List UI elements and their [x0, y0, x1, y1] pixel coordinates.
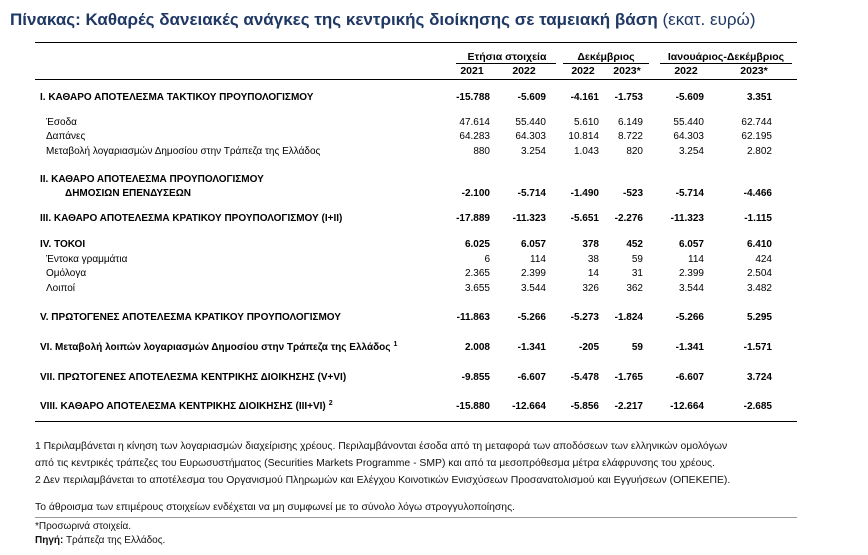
table-cell: 6.410	[746, 239, 772, 250]
table-cell: -5.478	[570, 372, 599, 383]
row-label	[46, 116, 77, 130]
header-year: 2021	[460, 65, 484, 77]
table-cell: -4.161	[570, 92, 599, 103]
table-cell: 59	[631, 254, 643, 265]
table-cell: -5.714	[517, 188, 546, 199]
table-cell: -11.323	[512, 213, 546, 224]
table-cell: 55.440	[515, 117, 546, 128]
table-row	[0, 238, 868, 252]
table-cell: 2.504	[746, 268, 772, 279]
footnote-marker: 2	[328, 399, 333, 407]
table-cell: 2.365	[464, 268, 490, 279]
row-label-text: Έντοκα γραμμάτια	[46, 254, 128, 265]
table-cell: 8.722	[617, 131, 643, 142]
row-label-text: Μεταβολή λογαριασμών Δημοσίου στην Τράπεζα της Ελλάδος	[46, 146, 321, 157]
provisional-note: *Προσωρινά στοιχεία.	[35, 521, 132, 532]
table-cell: 880	[473, 146, 490, 157]
footnote-1-line-2: από τις κεντρικές τράπεζες του Ευρωσυστήματος (Securities Markets Programme - SMP) και από τα μεσοπρόθεσμα μέτρα ελάφρυνσης του χρέους.	[35, 458, 715, 469]
table-cell: -5.651	[570, 213, 599, 224]
table-cell: 3.724	[746, 372, 772, 383]
row-label	[40, 173, 264, 201]
table-cell: -1.115	[744, 213, 772, 224]
table-cell: 62.744	[741, 117, 772, 128]
row-label-text: Λοιποί	[46, 283, 76, 294]
table-cell: -1.765	[614, 372, 643, 383]
row-label-line-2: ΔΗΜΟΣΙΩΝ ΕΠΕΝΔΥΣΕΩΝ	[65, 188, 191, 199]
row-label	[46, 145, 320, 159]
table-subrow	[0, 130, 868, 144]
table-cell: 452	[626, 239, 643, 250]
table-subrow	[0, 145, 868, 159]
row-label	[40, 371, 346, 385]
header-year: 2022	[674, 65, 698, 77]
table-subrow	[0, 253, 868, 267]
table-cell: 6.025	[464, 239, 490, 250]
table-subrow	[0, 116, 868, 130]
table-cell: 47.614	[459, 117, 490, 128]
table-cell: 2.802	[746, 146, 772, 157]
row-label-text: IV. ΤΟΚΟΙ	[40, 239, 86, 250]
table-cell: -6.607	[517, 372, 546, 383]
table-cell: 820	[626, 146, 643, 157]
header-group-jan-dec: Ιανουάριος-Δεκέμβριος	[667, 51, 785, 63]
table-cell: -4.466	[743, 188, 772, 199]
footnote-2: 2 Δεν περιλαμβάνεται το αποτέλεσμα του Οργανισμού Πληρωμών και Ελέγχου Κοινοτικών Ενισχύσεων Προσανατολισμού και Εγγυήσεων (ΟΠΕΚΕΠΕ).	[35, 475, 731, 486]
table-cell: -5.609	[517, 92, 546, 103]
header-year: 2022	[512, 65, 536, 77]
table-cell: 3.254	[520, 146, 546, 157]
table-cell: -1.490	[570, 188, 599, 199]
row-label	[46, 130, 85, 144]
table-cell: 2.399	[678, 268, 704, 279]
table-cell: 64.303	[673, 131, 704, 142]
table-cell: -2.100	[461, 188, 490, 199]
table-title-unit: (εκατ. ευρώ)	[662, 10, 756, 29]
table-row	[0, 212, 868, 226]
row-label-text: III. ΚΑΘΑΡΟ ΑΠΟΤΕΛΕΣΜΑ ΚΡΑΤΙΚΟΥ ΠΡΟΥΠΟΛΟΓΙΣΜΟΥ (I+II)	[40, 213, 343, 224]
table-cell: -12.664	[670, 401, 704, 412]
table-cell: -9.855	[461, 372, 490, 383]
table-cell: 2.399	[520, 268, 546, 279]
row-label	[40, 341, 397, 355]
table-cell: -1.341	[675, 342, 704, 353]
table-row	[0, 400, 868, 414]
source-label: Πηγή:	[35, 535, 64, 546]
table-cell: 10.814	[568, 131, 599, 142]
row-label	[46, 282, 75, 296]
table-row	[0, 173, 868, 201]
table-cell: 6.057	[678, 239, 704, 250]
source-text: Τράπεζα της Ελλάδος.	[65, 535, 166, 546]
row-label-text: VII. ΠΡΩΤΟΓΕΝΕΣ ΑΠΟΤΕΛΕΣΜΑ ΚΕΝΤΡΙΚΗΣ ΔΙΟΙΚΗΣΗΣ (V+VI)	[40, 372, 347, 383]
table-cell: -1.824	[614, 312, 643, 323]
header-group-annual: Ετήσια στοιχεία	[467, 51, 547, 63]
row-label	[40, 212, 342, 226]
table-cell: -5.609	[675, 92, 704, 103]
row-label	[40, 91, 313, 105]
table-row	[0, 371, 868, 385]
table-cell: -1.571	[743, 342, 772, 353]
table-cell: -523	[622, 188, 643, 199]
table-cell: -2.217	[614, 401, 643, 412]
row-label-text: Έσοδα	[46, 117, 77, 128]
table-subrow	[0, 282, 868, 296]
table-top-rule	[35, 42, 797, 43]
table-cell: -5.714	[675, 188, 704, 199]
row-label-text: Δαπάνες	[46, 131, 86, 142]
table-cell: -17.889	[456, 213, 490, 224]
row-label	[40, 400, 333, 414]
table-cell: -15.880	[456, 401, 490, 412]
table-cell: 62.195	[741, 131, 772, 142]
table-cell: 6	[484, 254, 490, 265]
table-cell: 2.008	[464, 342, 490, 353]
table-cell: 362	[626, 283, 643, 294]
header-group-december: Δεκέμβριος	[577, 51, 635, 63]
table-row	[0, 91, 868, 105]
table-cell: 55.440	[673, 117, 704, 128]
table-cell: -5.266	[675, 312, 704, 323]
table-cell: -205	[578, 342, 599, 353]
table-cell: 3.544	[678, 283, 704, 294]
header-year: 2022	[571, 65, 595, 77]
table-cell: 424	[755, 254, 772, 265]
table-cell: 1.043	[573, 146, 599, 157]
table-cell: 31	[631, 268, 643, 279]
footnote-rule	[35, 517, 797, 518]
table-cell: 3.254	[678, 146, 704, 157]
table-cell: 59	[631, 342, 643, 353]
table-cell: 326	[582, 283, 599, 294]
table-cell: -2.276	[614, 213, 643, 224]
table-cell: 3.351	[746, 92, 772, 103]
header-year: 2023*	[740, 65, 768, 77]
table-cell: 6.149	[617, 117, 643, 128]
row-label-text: V. ΠΡΩΤΟΓΕΝΕΣ ΑΠΟΤΕΛΕΣΜΑ ΚΡΑΤΙΚΟΥ ΠΡΟΥΠΟΛΟΓΙΣΜΟΥ	[40, 312, 341, 323]
row-label	[40, 238, 85, 252]
source-line	[35, 534, 165, 547]
table-cell: 5.295	[746, 312, 772, 323]
header-year: 2023*	[613, 65, 641, 77]
table-cell: 3.655	[464, 283, 490, 294]
table-bottom-rule	[35, 421, 797, 422]
table-cell: -15.788	[456, 92, 490, 103]
table-cell: -1.341	[517, 342, 546, 353]
table-cell: -11.863	[456, 312, 490, 323]
row-label	[46, 267, 86, 281]
table-cell: 64.303	[515, 131, 546, 142]
row-label-text: VI. Μεταβολή λοιπών λογαριασμών Δημοσίου στην Τράπεζα της Ελλάδος	[40, 342, 391, 353]
table-cell: 38	[587, 254, 599, 265]
table-cell: -11.323	[670, 213, 704, 224]
table-row	[0, 311, 868, 325]
table-cell: 114	[530, 254, 546, 265]
row-label	[40, 311, 341, 325]
table-cell: 3.482	[746, 283, 772, 294]
table-cell: 5.610	[573, 117, 599, 128]
table-cell: -5.273	[570, 312, 599, 323]
table-cell: 64.283	[459, 131, 490, 142]
table-cell: 14	[587, 268, 599, 279]
row-label-text: VIII. ΚΑΘΑΡΟ ΑΠΟΤΕΛΕΣΜΑ ΚΕΝΤΡΙΚΗΣ ΔΙΟΙΚΗΣΗΣ (III+VI)	[40, 401, 326, 412]
table-title-main: Πίνακας: Καθαρές δανειακές ανάγκες της κεντρικής διοίκησης σε ταμειακή βάση	[10, 10, 658, 29]
table-cell: -1.753	[614, 92, 643, 103]
rounding-note: Το άθροισμα των επιμέρους στοιχείων ενδέχεται να μη συμφωνεί με το σύνολο λόγω στρογγυλοποίησης.	[35, 502, 515, 513]
table-title	[10, 9, 756, 31]
table-cell: -5.266	[517, 312, 546, 323]
row-label-text: Ομόλογα	[46, 268, 87, 279]
table-cell: 114	[688, 254, 704, 265]
table-cell: 6.057	[520, 239, 546, 250]
table-cell: -2.685	[743, 401, 772, 412]
table-cell: -6.607	[675, 372, 704, 383]
table-cell: -12.664	[512, 401, 546, 412]
table-cell: -5.856	[570, 401, 599, 412]
row-label-text: I. ΚΑΘΑΡΟ ΑΠΟΤΕΛΕΣΜΑ ΤΑΚΤΙΚΟΥ ΠΡΟΥΠΟΛΟΓΙΣΜΟΥ	[40, 92, 314, 103]
row-label	[46, 253, 127, 267]
table-cell: 3.544	[520, 283, 546, 294]
table-row	[0, 341, 868, 355]
header-bottom-rule	[35, 79, 797, 80]
footnote-marker: 1	[393, 340, 398, 348]
footnote-1-line-1: 1 Περιλαμβάνεται η κίνηση των λογαριασμών διαχείρισης χρέους. Περιλαμβάνονται έσοδα από τη μεταφορά των αποδόσεων των ελληνικών ομολόγων	[35, 441, 728, 452]
row-label-text: II. ΚΑΘΑΡΟ ΑΠΟΤΕΛΕΣΜΑ ΠΡΟΥΠΟΛΟΓΙΣΜΟΥ	[40, 174, 264, 185]
table-cell: 378	[582, 239, 599, 250]
table-subrow	[0, 267, 868, 281]
